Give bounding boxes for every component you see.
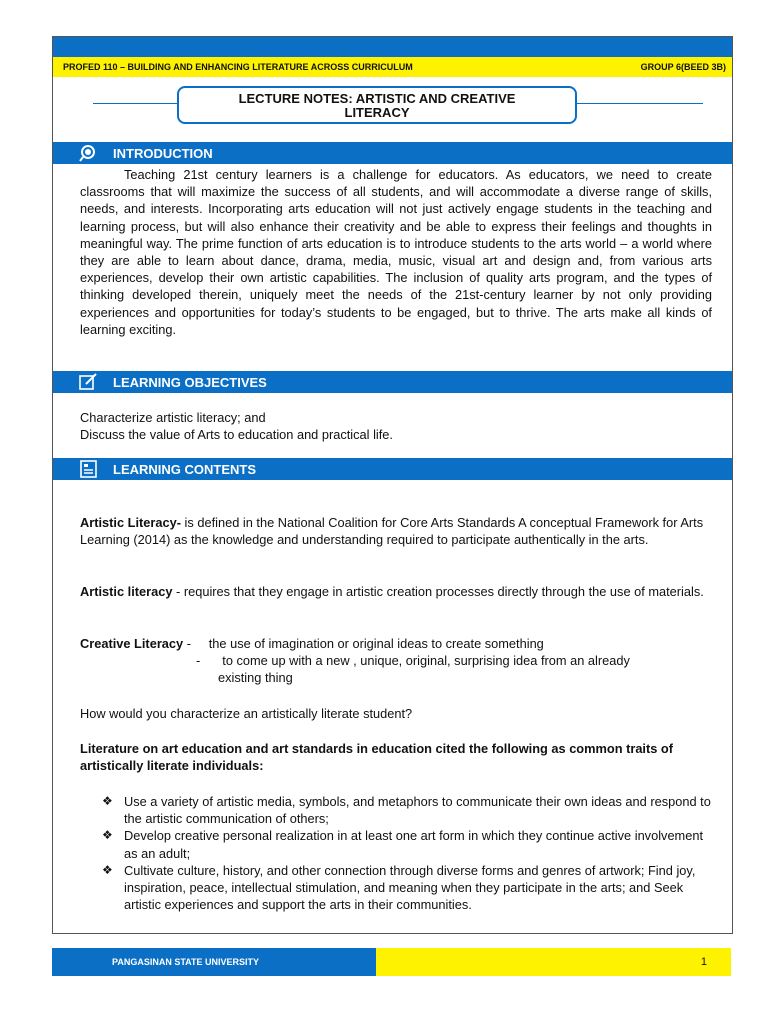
dash: - [196,653,201,669]
traits-list [80,793,720,913]
definition-artistic-literacy-1 [80,514,712,548]
objectives-heading: LEARNING OBJECTIVES [113,374,267,390]
definition-text: to come up with a new , unique, original, surprising idea from an already [222,653,630,669]
definition-text: - requires that they engage in artistic creation processes directly through the use of materials. [172,584,704,599]
definition-creative-literacy [80,635,712,687]
introduction-body: Teaching 21st century learners is a challenge for educators. As educators, we need to create classrooms that will maximize the success of all students, and will accommodate a diverse range of skills, needs, and interests. Incorporating arts education will not just actively engage students in the teaching and learning process, but will also enhance their creativity and be able to express their feelings and thoughts in meaningful way. The prime function of arts education is to introduce students to the arts world – a world where they are able to learn about dance, drama, media, music, visual art and design and, from various arts experiences, develop their own artistic capabilities. The inclusion of quality arts program, and the types of thinking developed therein, uniquely meet the needs of the 21st-century learner by not only providing experiences and opportunities for today’s students to be engaged, but to thrive. The arts make all kinds of learning exciting. [80,167,712,337]
diamond-bullet-icon: ❖ [102,794,113,808]
course-bar [53,57,732,77]
lecture-title-line2: LITERACY [344,105,410,120]
edit-icon [79,373,99,391]
definition-text: - the use of imagination or original ideas to create something [183,636,544,651]
objectives-list [80,409,712,443]
group-label: GROUP 6(BEED 3B) [640,62,726,72]
magnifier-icon [79,144,99,162]
footer-page [376,948,731,976]
university-name: PANGASINAN STATE UNIVERSITY [112,957,260,967]
diamond-bullet-icon: ❖ [102,828,113,843]
contents-heading: LEARNING CONTENTS [113,461,256,477]
term: Artistic literacy [80,584,173,599]
list-item: ❖ Cultivate culture, history, and other connection through diverse forms and genres of artwork; Find joy, inspiration, peace, intellectual stimulation, and meaning when they participate in the arts; and Seek artistic experiences and support the arts in their communities. [102,862,696,913]
objectives-header [53,371,732,393]
objective-item: Characterize artistic literacy; and [80,410,266,425]
definition-artistic-literacy-2 [80,583,712,600]
introduction-heading: INTRODUCTION [113,145,213,161]
course-title: PROFED 110 – BUILDING AND ENHANCING LITERATURE ACROSS CURRICULUM [63,62,413,72]
contents-header [53,458,732,480]
question-text: How would you characterize an artistically literate student? [80,706,413,721]
page-number: 1 [700,956,707,968]
introduction-header [53,142,732,164]
traits-heading: Literature on art education and art standards in education cited the following as common traits of artistically literate individuals: [80,741,673,774]
lecture-title-line1: LECTURE NOTES: ARTISTIC AND CREATIVE [238,91,516,106]
diamond-bullet-icon: ❖ [102,862,113,877]
definition-text: is defined in the National Coalition for Core Arts Standards A conceptual Framework for Arts Learning (2014) as the knowledge and understanding required to participate authentically in the arts. [80,515,704,548]
objective-item: Discuss the value of Arts to education and practical life. [80,427,393,443]
lecture-title [177,86,577,124]
list-item: ❖ Use a variety of artistic media, symbols, and metaphors to communicate their own ideas and respond to the artistic communication of others; [102,794,711,827]
term: Artistic Literacy- [80,515,181,530]
footer-university [52,948,376,976]
definition-text: existing thing [218,670,293,686]
list-item: ❖ Develop creative personal realization in at least one art form in which they continue active involvement as an adult; [102,828,704,861]
document-page [52,36,733,934]
term: Creative Literacy [80,636,184,651]
top-blue-bar [53,37,732,57]
document-list-icon [79,460,99,478]
